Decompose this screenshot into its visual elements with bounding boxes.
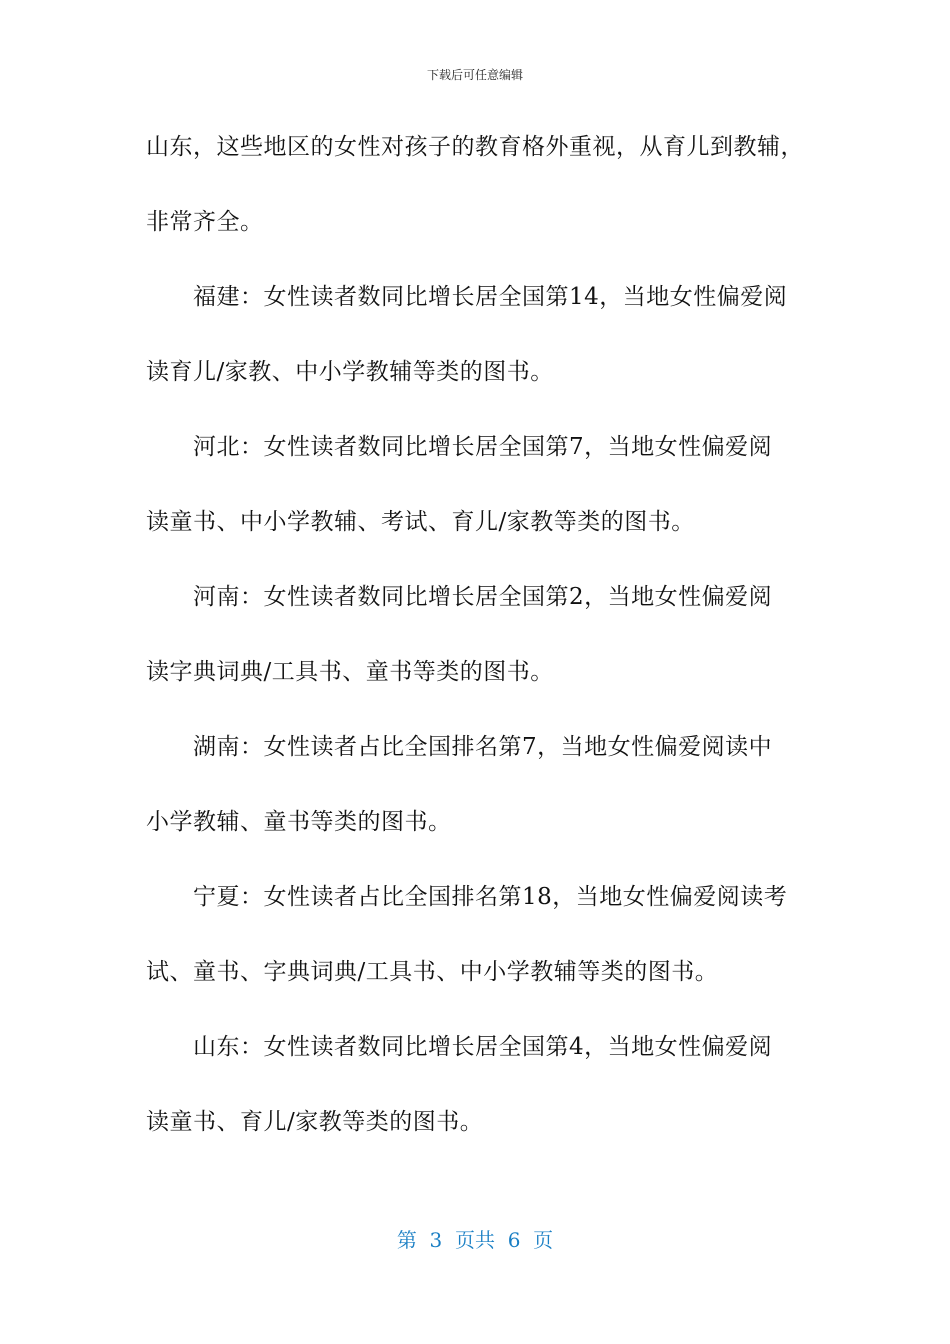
text-line: 读童书、中小学教辅、考试、育儿/家教等类的图书。 xyxy=(146,509,695,535)
document-body xyxy=(146,125,816,1175)
text-line: 河南：女性读者数同比增长居全国第2，当地女性偏爱阅 xyxy=(193,584,773,610)
text-line: 福建：女性读者数同比增长居全国第14，当地女性偏爱阅 xyxy=(193,284,788,310)
text-line: 小学教辅、童书等类的图书。 xyxy=(146,809,452,835)
text-line: 山东，这些地区的女性对孩子的教育格外重视，从育儿到教辅， xyxy=(146,134,804,160)
text-line: 试、童书、字典词典/工具书、中小学教辅等类的图书。 xyxy=(146,959,719,985)
text-line: 河北：女性读者数同比增长居全国第7，当地女性偏爱阅 xyxy=(193,434,773,460)
text-line: 读育儿/家教、中小学教辅等类的图书。 xyxy=(146,359,554,385)
text-line: 山东：女性读者数同比增长居全国第4，当地女性偏爱阅 xyxy=(193,1034,773,1060)
text-line: 非常齐全。 xyxy=(146,209,264,235)
page-number xyxy=(0,1224,950,1253)
page-header: 下载后可任意编辑 xyxy=(426,68,523,82)
text-line: 读字典词典/工具书、童书等类的图书。 xyxy=(146,659,554,685)
text-line: 宁夏：女性读者占比全国排名第18，当地女性偏爱阅读考 xyxy=(193,884,788,910)
text-line: 读童书、育儿/家教等类的图书。 xyxy=(146,1109,484,1135)
text-line: 湖南：女性读者占比全国排名第7，当地女性偏爱阅读中 xyxy=(193,734,773,760)
page-number-text: 第 3 页共 6 页 xyxy=(396,1228,554,1252)
